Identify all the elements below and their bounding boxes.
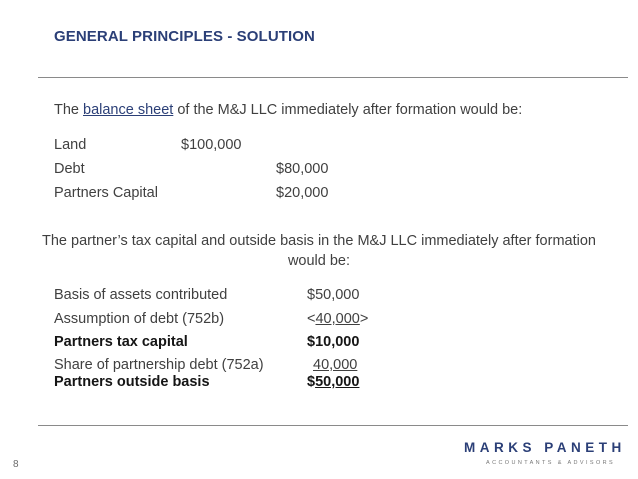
basis-row-tax-capital-label: Partners tax capital [54,334,188,350]
bottom-divider [38,425,628,426]
basis-row-debt-share-label: Share of partnership debt (752a) [54,357,264,373]
bs-row-land-amount: $100,000 [181,137,242,153]
open-bracket: < [307,311,316,327]
top-divider [38,77,628,78]
bs-row-capital-amount: $20,000 [276,185,329,201]
basis-row-outside-basis-amount [307,374,359,390]
logo-wordmark: MARKS PANETH [464,440,626,455]
slide-title: GENERAL PRINCIPLES - SOLUTION [54,28,315,45]
basis-row-debt-share-amount: 40,000 [313,357,358,373]
intro-suffix: of the M&J LLC immediately after formation would be: [173,102,523,118]
basis-row-debt-assumption-amount [307,311,368,327]
intro-sentence [54,102,522,118]
outside-basis-value: 50,000 [315,374,360,390]
dollar-sign: $ [307,374,316,390]
bs-row-land-label: Land [54,137,87,153]
bs-row-capital-label: Partners Capital [54,185,158,201]
basis-row-outside-basis-label: Partners outside basis [54,374,210,390]
basis-row-tax-capital-amount: $10,000 [307,334,360,350]
balance-sheet-link[interactable]: balance sheet [83,102,174,118]
basis-row-debt-assumption-label: Assumption of debt (752b) [54,311,225,327]
bs-row-debt-label: Debt [54,161,85,177]
intro-prefix: The [54,102,84,118]
company-logo [464,440,624,466]
page-number: 8 [13,459,19,470]
basis-row-assets-amount: $50,000 [307,287,360,303]
basis-row-assets-label: Basis of assets contributed [54,287,228,303]
close-bracket: > [359,311,369,327]
debt-assumption-value: 40,000 [315,311,360,327]
bs-row-debt-amount: $80,000 [276,161,329,177]
logo-tagline: ACCOUNTANTS & ADVISORS [486,460,616,466]
basis-intro-paragraph: The partner’s tax capital and outside basis in the M&J LLC immediately after formation would be: [42,233,596,269]
